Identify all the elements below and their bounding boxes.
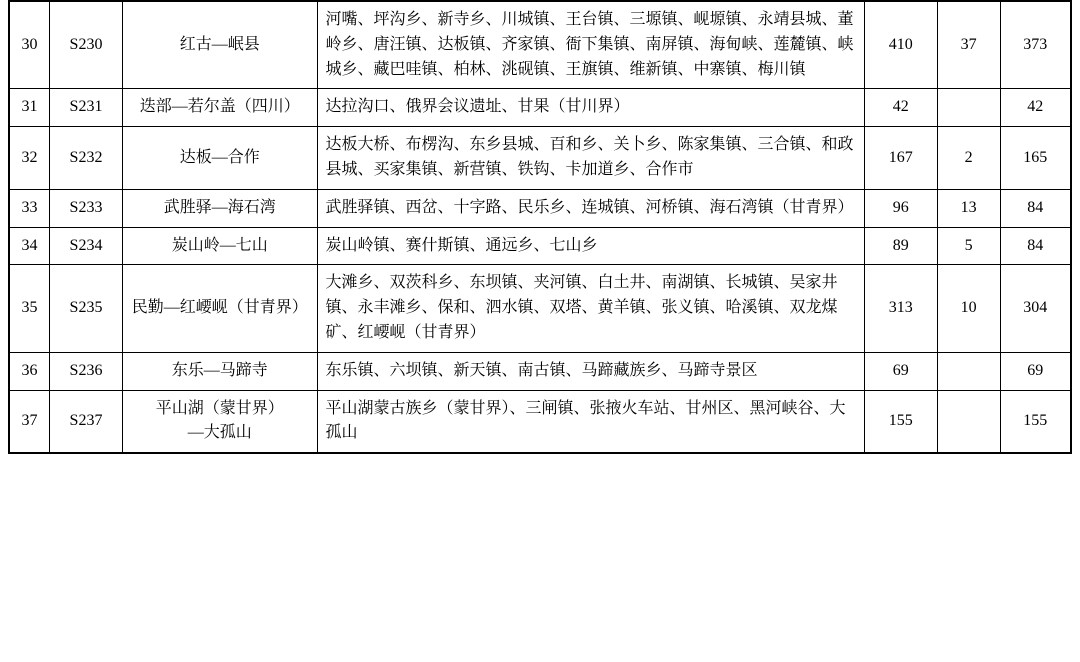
row-number: 37 [9,390,50,453]
route-places: 武胜驿镇、西岔、十字路、民乐乡、连城镇、河桥镇、海石湾镇（甘青界） [317,189,864,227]
table-row [9,127,1071,190]
route-places: 平山湖蒙古族乡（蒙甘界）、三闸镇、张掖火车站、甘州区、黑河峡谷、大孤山 [317,390,864,453]
route-name [122,390,317,453]
distance-total: 155 [864,390,937,453]
distance-total: 89 [864,227,937,265]
distance-total: 167 [864,127,937,190]
route-places: 大滩乡、双茨科乡、东坝镇、夹河镇、白土井、南湖镇、长城镇、吴家井镇、永丰滩乡、保和、泗水镇、双塔、黄羊镇、张义镇、哈溪镇、双龙煤矿、红崾岘（甘青界） [317,265,864,352]
route-name: 武胜驿—海石湾 [122,189,317,227]
table-row [9,265,1071,352]
row-number: 33 [9,189,50,227]
route-name: 炭山岭—七山 [122,227,317,265]
row-number: 32 [9,127,50,190]
table-row [9,352,1071,390]
route-code: S233 [50,189,123,227]
distance-b: 42 [1000,89,1071,127]
distance-a [937,390,1000,453]
table-row [9,189,1071,227]
route-code: S230 [50,1,123,89]
route-name: 达板—合作 [122,127,317,190]
distance-total: 410 [864,1,937,89]
route-code: S231 [50,89,123,127]
row-number: 34 [9,227,50,265]
route-places: 河嘴、坪沟乡、新寺乡、川城镇、王台镇、三塬镇、岘塬镇、永靖县城、董岭乡、唐汪镇、达板镇、齐家镇、衙下集镇、南屏镇、海甸峡、莲麓镇、峡城乡、藏巴哇镇、柏林、洮砚镇、王旗镇、维新镇、中寨镇、梅川镇 [317,1,864,89]
route-places: 炭山岭镇、赛什斯镇、通远乡、七山乡 [317,227,864,265]
distance-b: 69 [1000,352,1071,390]
distance-a: 13 [937,189,1000,227]
route-places: 东乐镇、六坝镇、新天镇、南古镇、马蹄藏族乡、马蹄寺景区 [317,352,864,390]
distance-total: 69 [864,352,937,390]
distance-b: 84 [1000,227,1071,265]
distance-a: 10 [937,265,1000,352]
route-code: S236 [50,352,123,390]
route-name-line: 平山湖（蒙甘界） [155,399,284,417]
route-table [8,0,1072,454]
route-code: S235 [50,265,123,352]
table-row [9,89,1071,127]
row-number: 30 [9,1,50,89]
row-number: 35 [9,265,50,352]
route-code: S237 [50,390,123,453]
distance-b: 373 [1000,1,1071,89]
route-code: S232 [50,127,123,190]
distance-total: 96 [864,189,937,227]
route-places: 达板大桥、布楞沟、东乡县城、百和乡、关卜乡、陈家集镇、三合镇、和政县城、买家集镇、新营镇、铁钩、卡加道乡、合作市 [317,127,864,190]
distance-b: 304 [1000,265,1071,352]
row-number: 36 [9,352,50,390]
distance-a: 5 [937,227,1000,265]
route-code: S234 [50,227,123,265]
distance-a: 37 [937,1,1000,89]
route-name: 东乐—马蹄寺 [122,352,317,390]
distance-a: 2 [937,127,1000,190]
route-name: 红古—岷县 [122,1,317,89]
table-row [9,390,1071,453]
route-name: 迭部—若尔盖（四川） [122,89,317,127]
table-row [9,1,1071,89]
distance-a [937,89,1000,127]
route-places: 达拉沟口、俄界会议遗址、甘果（甘川界） [317,89,864,127]
distance-b: 155 [1000,390,1071,453]
distance-b: 165 [1000,127,1071,190]
row-number: 31 [9,89,50,127]
distance-total: 42 [864,89,937,127]
table-body [9,1,1071,453]
route-name-line: —大孤山 [187,424,252,442]
table-row [9,227,1071,265]
distance-total: 313 [864,265,937,352]
distance-a [937,352,1000,390]
distance-b: 84 [1000,189,1071,227]
route-name: 民勤—红崾岘（甘青界） [122,265,317,352]
